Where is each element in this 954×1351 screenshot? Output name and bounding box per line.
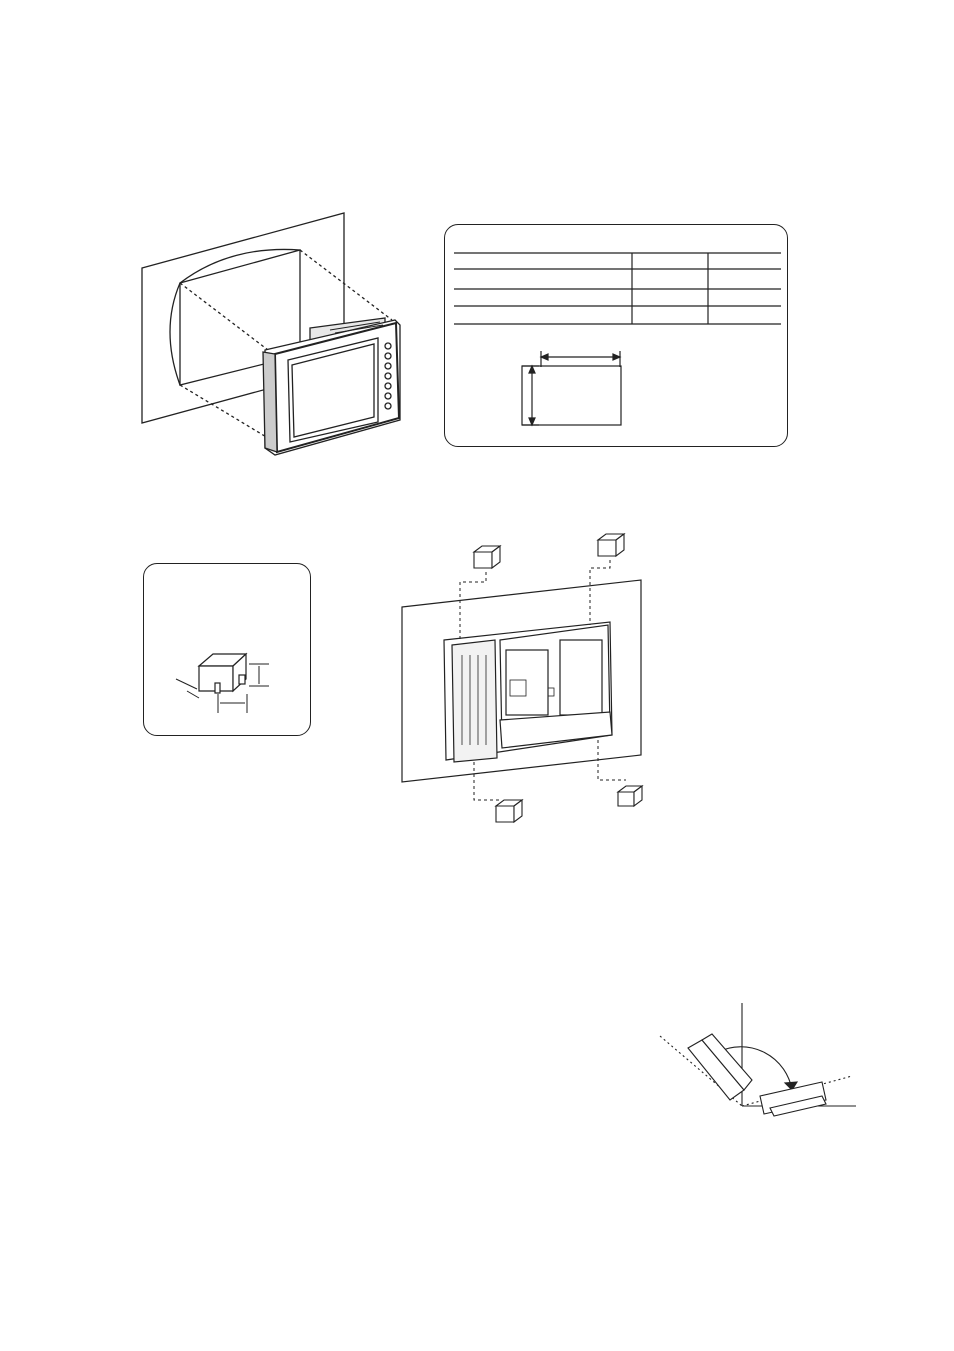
cutout-table-drawing bbox=[445, 225, 787, 446]
angle-diagram-figure bbox=[655, 1000, 860, 1125]
panel-mounting-figure bbox=[130, 205, 415, 467]
fixture-detail-box bbox=[143, 563, 311, 736]
cutout-dimension-box bbox=[444, 224, 788, 447]
mounting-angle-icon bbox=[655, 1000, 860, 1125]
mounting-fixture-icon bbox=[144, 564, 310, 735]
fixture-installation-figure bbox=[398, 530, 648, 830]
fixture-installation-icon bbox=[398, 530, 648, 830]
panel-cutout-mounting-icon bbox=[130, 205, 415, 467]
cutout-dimension-icon bbox=[522, 351, 621, 425]
